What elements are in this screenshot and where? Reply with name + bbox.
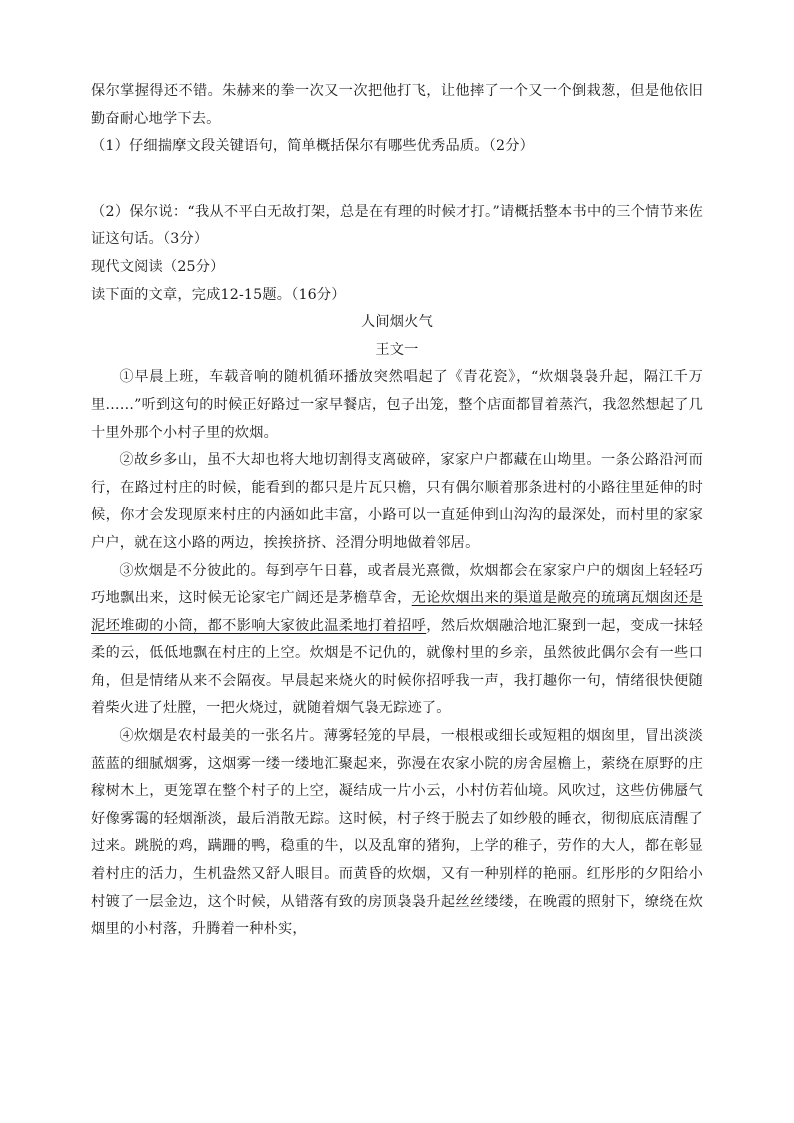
article-title: 人间烟火气 xyxy=(361,314,433,331)
article-paragraph-3 xyxy=(91,558,703,724)
question-2: （2）保尔说：“我从不平白无故打架，总是在有理的时候才打。”请概括整本书中的三个情节来佐证这句话。（3分） xyxy=(91,203,703,248)
article-author: 王文一 xyxy=(375,341,419,358)
paragraph-3-text-a: ③炊烟是不分彼此的。每到亭午日暮，或者晨光熹微，炊烟都会在家家户户的烟囱上轻轻巧巧地飘出来，这时候无论家宅广阔还是茅檐草舍， xyxy=(91,562,703,607)
intro-paragraph: 保尔掌握得还不错。朱赫来的拳一次又一次把他打飞，让他摔了一个又一个倒栽葱，但是他依旧勤奋耐心地学下去。 xyxy=(91,83,703,127)
paragraph-3-text-b: ，然后炊烟融洽地汇聚到一起，变成一抹轻柔的云，低低地飘在村庄的上空。炊烟是不记仇的，就像村里的乡亲，虽然彼此偶尔会有一些口角，但是情绪从来不会隔夜。早晨起来烧火的时候你招呼我一声，我打趣你一句，情绪很快便随着柴火进了灶膛，一把火烧过，就随着烟气袅无踪迹了。 xyxy=(91,617,703,717)
article-paragraph-4: ④炊烟是农村最美的一张名片。薄雾轻笼的早晨，一根根或细长或短粗的烟囱里，冒出淡淡蓝蓝的细腻烟雾，这烟雾一缕一缕地汇聚起来，弥漫在农家小院的房舍屋檐上，萦绕在原野的庄稼树木上，更笼罩在整个村子的上空，凝结成一片小云，小村仿若仙境。风吹过，这些仿佛蜃气好像雾霭的轻烟渐淡，最后消散无踪。这时候，村子终于脱去了如纱般的睡衣，彻彻底底清醒了过来。跳脱的鸡，蹒跚的鸭，稳重的牛，以及乱窜的猪狗，上学的稚子，劳作的大人，都在彰显着村庄的活力，生机盎然又舒人眼目。而黄昏的炊烟，又有一种别样的艳丽。红彤彤的夕阳给小村镀了一层金边，这个时候，从错落有致的房顶袅袅升起丝丝缕缕，在晚霞的照射下，缭绕在炊烟里的小村落，升腾着一种朴实， xyxy=(91,728,703,938)
article-paragraph-2: ②故乡多山，虽不大却也将大地切割得支离破碎，家家户户都藏在山坳里。一条公路沿河而行，在路过村庄的时候，能看到的都只是片瓦只檐，只有偶尔顺着那条进村的小路往里延伸的时候，你才会发现原来村庄的内涵如此丰富，小路可以一直延伸到山沟沟的最深处，而村里的家家户户，就在这小路的两边，挨挨挤挤、泾渭分明地做着邻居。 xyxy=(91,452,703,551)
question-1: （1）仔细揣摩文段关键语句，简单概括保尔有哪些优秀品质。（2分） xyxy=(91,138,534,155)
article-paragraph-1: ①早晨上班，车载音响的随机循环播放突然唱起了《青花瓷》，“炊烟袅袅升起，隔江千万里……”听到这句的时候正好路过一家早餐店，包子出笼，整个店面都冒着蒸汽，我忽然想起了几十里外那个小村子里的炊烟。 xyxy=(91,369,703,441)
section-instruction: 读下面的文章，完成12-15题。（16分） xyxy=(91,286,346,303)
answer-space xyxy=(91,161,703,199)
document-page xyxy=(91,78,703,944)
underlined-key-sentence: 无论炊烟出来的渠道是敞亮的琉璃瓦烟囱还是泥坯堆砌的小筒，都不影响大家彼此温柔地打着招呼 xyxy=(91,590,703,634)
section-heading: 现代文阅读（25分） xyxy=(91,258,225,275)
